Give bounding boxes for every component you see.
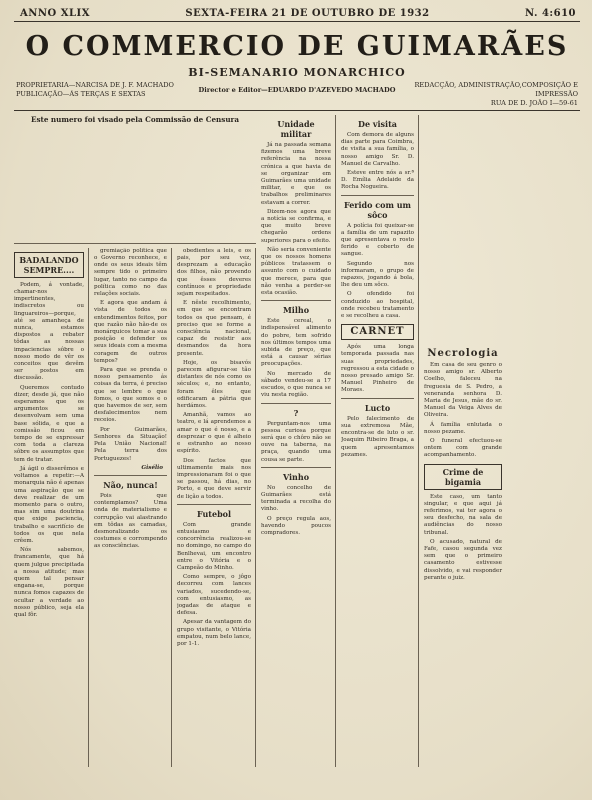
heading-nao-nunca: Não, nunca! xyxy=(103,479,158,490)
paragraph: Este caso, um tanto singular, e que aqui já referimos, vai ter agora o seu desfecho, na sala de audiências do nosso tribunal. xyxy=(424,493,502,536)
date-label: SEXTA-FEIRA 21 DE OUTUBRO DE 1932 xyxy=(185,8,430,19)
info-right xyxy=(402,81,578,108)
paragraph: Com demora de alguns dias parte para Coimbra, de visita a sua família, o nosso amigo Sr. D. Manuel de Carvalho. xyxy=(341,132,414,167)
paragraph: Segundo nos informaram, o grupo de rapazes, jogando á bola, lhe deu um sôco. xyxy=(341,260,414,289)
masthead-rule xyxy=(14,110,580,111)
paragraph: O ofendido foi conduzido ao hospital, onde recebeu tratamento e se recolheu a casa. xyxy=(341,291,414,320)
divider xyxy=(94,475,167,476)
info-left xyxy=(16,81,192,108)
divider xyxy=(261,403,331,404)
paragraph: O funeral efectuou-se ontem com grande acompanhamento. xyxy=(424,438,502,459)
paragraph: Em casa de seu genro o nosso amigo sr. Alberto Coelho, faleceu na freguesia de S. Pedro, a veneranda senhora D. Maria de Jesus, mãe do sr. Manuel da Veiga Alves de Oliveira. xyxy=(424,362,502,419)
column-3 xyxy=(177,248,256,767)
column-4 xyxy=(261,115,336,767)
paragraph: Com grande entusiasmo e concorrência realizou-se no domingo, no campo do Benlhevai, um encontro entre o Vitória e o Campeão do Minho. xyxy=(177,521,251,571)
paragraph: Por Guimarães, Senhores da Situação! Pela União Nacional! Pela terra dos Portuguezes! xyxy=(94,426,167,462)
year-label: ANNO XLIX xyxy=(20,8,90,19)
paragraph: E agora que andam á vista de todos os entendimentos feitos, por que razão não hão-de os monárquicos tomar a sua posição e defender os seus ideais com a mesma coragem de outros tempos? xyxy=(94,300,167,364)
heading-ferido: Ferido com um sôco xyxy=(343,199,412,220)
paragraph: Queremos contudo dizer, desde já, que não esperamos que os argumentos se desenvolvam sem uma base sólida, e que a comissão ficou em tempo de se expressar com toda a clareza sôbre os assumptos que tem de tratar. xyxy=(14,384,84,463)
paragraph: Apesar da vantagem do grupo visitante, o Vitória empatou, num belo lance, por 1-1. xyxy=(177,619,251,647)
paragraph: Já ágil o disserêmos e voltamos a repetir:—A monarquia não é apenas uma aspiração que se deve realizar de um momento para o outro, mas sim uma doutrina que exige paciencia, trabalho e sacrifício de todos os que nela crêem. xyxy=(14,465,84,544)
divider xyxy=(341,195,414,196)
heading-milho: Milho xyxy=(282,305,310,316)
paragraph: Dos factos que ultimamente mais nos impressionaram foi o que se passou, há dias, no Porto, e que deve servir de lição a todos. xyxy=(177,457,251,500)
paragraph: obedientes a leis, e os pais, por seu vez, desprezam a educação dos filhos, não provendo que êsses deveres contínuos e propriedade sejam respeitados. xyxy=(177,247,251,298)
top-info-line xyxy=(14,8,580,22)
paragraph: Após uma longa temporada passada nas suas propriedades, regressou a esta cidade o nosso presado amigo Sr. Manuel Pinheiro de Moraes. xyxy=(341,344,414,394)
paragraph: O acusado, natural de Fafe, casou segunda vez sem que o primeiro casamento estivesse dissolvido, e vai responder perante o juiz. xyxy=(424,538,502,581)
address-label: RUA DE D. JOÃO I—59-61 xyxy=(490,99,578,107)
heading-vinho: Vinho xyxy=(282,471,310,482)
masthead-title: O COMMERCIO DE GUIMARÃES xyxy=(25,31,569,62)
publication-label: PUBLICAÇÃO—ÁS TERÇAS E SEXTAS xyxy=(16,90,146,98)
paragraph: Já na passada semana fizemos uma breve referência na nossa crónica a que havia de se organizar em Guimarães uma unidade militar, e que os trabalhos preliminares estavam a correr. xyxy=(261,142,331,206)
censorship-notice: Este numero foi visado pela Commissão de Censura xyxy=(14,115,256,244)
heading-lucto: Lucto xyxy=(364,402,391,413)
heading-crime-bigamia: Crime de bigamia xyxy=(424,464,502,490)
column-5 xyxy=(341,115,419,767)
column-6 xyxy=(424,115,506,767)
heading-question: ? xyxy=(293,407,299,418)
paragraph: Á família enlutada o nosso pezame. xyxy=(424,421,502,435)
masthead-subtitle: BI-SEMANARIO MONARCHICO xyxy=(188,66,406,79)
paragraph: Pois que contemplamos? Uma onda de materialismo e corrupção vai alastrando em tôdas as camadas, desmoralizando os costumes e corrompendo as consciências. xyxy=(94,492,167,550)
paragraph: O preço regula aos, havendo poucos compradores. xyxy=(261,515,331,536)
paragraph: Como sempre, o jôgo decorreu com lances variados, sucedendo-se, com entusiasmo, as jogadas de ataque e defesa. xyxy=(177,574,251,617)
heading-futebol: Futebol xyxy=(196,508,232,519)
paragraph: E nêste recolhimento, em que se encontram todos os que pensam, é preciso que se forme a consciência nacional, capaz de resistir aos desmandos da hora presente. xyxy=(177,300,251,357)
column-1 xyxy=(14,248,89,767)
paragraph: Não seria conveniente que os nossos homens públicos tratassem o assunto com o cuidado que merece, para que não venha a perder-se esta ocasião. xyxy=(261,246,331,297)
continued-space xyxy=(424,115,502,345)
paragraph: Esteve entre nós a sr.ª D. Emília Adelaide da Rocha Nogueira. xyxy=(341,170,414,191)
paragraph: Pelo falecimento de sua extremosa Mãe, encontra-se de luto o sr. Joaquim Ribeiro Braga, a quem apresentamos pezames. xyxy=(341,415,414,458)
paragraph: Hoje, os bisavós parecem afigurar-se tão distantes de nós como os séculos; e, no entanto, foram êles que edificaram a pátria que herdámos. xyxy=(177,359,251,410)
heading-carnet: CARNET xyxy=(341,324,414,340)
paragraph: Amanhã, vamos ao teatro, e lá aprendemos a amar o que é nosso, e a desprezar o que é alheio e estranho ao nosso espírito. xyxy=(177,412,251,455)
heading-unidade-militar: Unidade militar xyxy=(277,119,315,139)
paragraph: gremiação política que o Governo reconhece, e onde os seus ideais têm sempre tido o primeiro lugar, tanto no campo da política como no das relações sociais. xyxy=(94,247,167,298)
heading-de-visita: De visita xyxy=(358,119,397,129)
divider xyxy=(261,467,331,468)
issue-number: N. 4:610 xyxy=(525,8,576,19)
paragraph: Para que se prenda o nosso pensamento ás coisas da terra, é preciso que se lembre o que fomos, o que somos e o que havemos de ser, sem desfalecimentos nem receios. xyxy=(94,367,167,424)
heading-badalando: BADALANDO SEMPRE.... xyxy=(14,252,84,278)
article-columns xyxy=(14,115,580,767)
owner-label: PROPRIETARIA—NARCISA DE J. F. MACHADO xyxy=(16,81,174,89)
paragraph: Nós sabemos, francamente, que há quem julgue precipitada a nossa atitude; mas quem tal pensar engana-se, porque nunca fomos capazes de ocultar a verdade ao nosso público, seja ela qual fôr. xyxy=(14,547,84,618)
divider xyxy=(177,504,251,505)
paragraph: Perguntam-nos uma pessoa curiosa porque será que o chôro não se ouve na taberna, na praça, quando uma cousa se parte. xyxy=(261,420,331,463)
paragraph: Podem, á vontade, chamar-nos impertinentes, indiscretos ou linguareiros—porque, até se amanheça de nunca, estamos dispostos a rebater tôdas as nossas impaciencias sôbre o nosso modo de vêr os conceitos que devêm ser postos em discussão. xyxy=(14,281,84,382)
paragraph: No concelho de Guimarães está terminada a recolha do vinho. xyxy=(261,484,331,513)
paragraph: Este cereal, o indispensável alimento do pobre, tem sofrido nos últimos tempos uma subida de preço, que está a causar sérias preocupações. xyxy=(261,318,331,368)
divider xyxy=(341,398,414,399)
director-label: Director e Editor—EDUARDO D'AZEVEDO MACHADO xyxy=(198,86,396,94)
paragraph: No mercado de sábado vendeu-se a 17 escudos, o que nunca se viu nesta região. xyxy=(261,370,331,399)
administration-label: REDACÇÃO, ADMINISTRAÇÃO,COMPOSIÇÃO E IMPRESSÃO xyxy=(414,81,578,98)
divider xyxy=(261,300,331,301)
heading-necrologia: Necrologia xyxy=(427,348,499,359)
paragraph: A polícia foi queixar-se a família de um rapazito que apresentava o rosto ferido e coberto de sangue. xyxy=(341,222,414,258)
column-2 xyxy=(94,248,172,767)
paragraph: Dizem-nos agora que a notícia se confirma, e que muito breve chegarão ordens superiores para o efeito. xyxy=(261,208,331,244)
info-bar xyxy=(14,81,580,108)
signature: Gisélio xyxy=(141,464,163,471)
